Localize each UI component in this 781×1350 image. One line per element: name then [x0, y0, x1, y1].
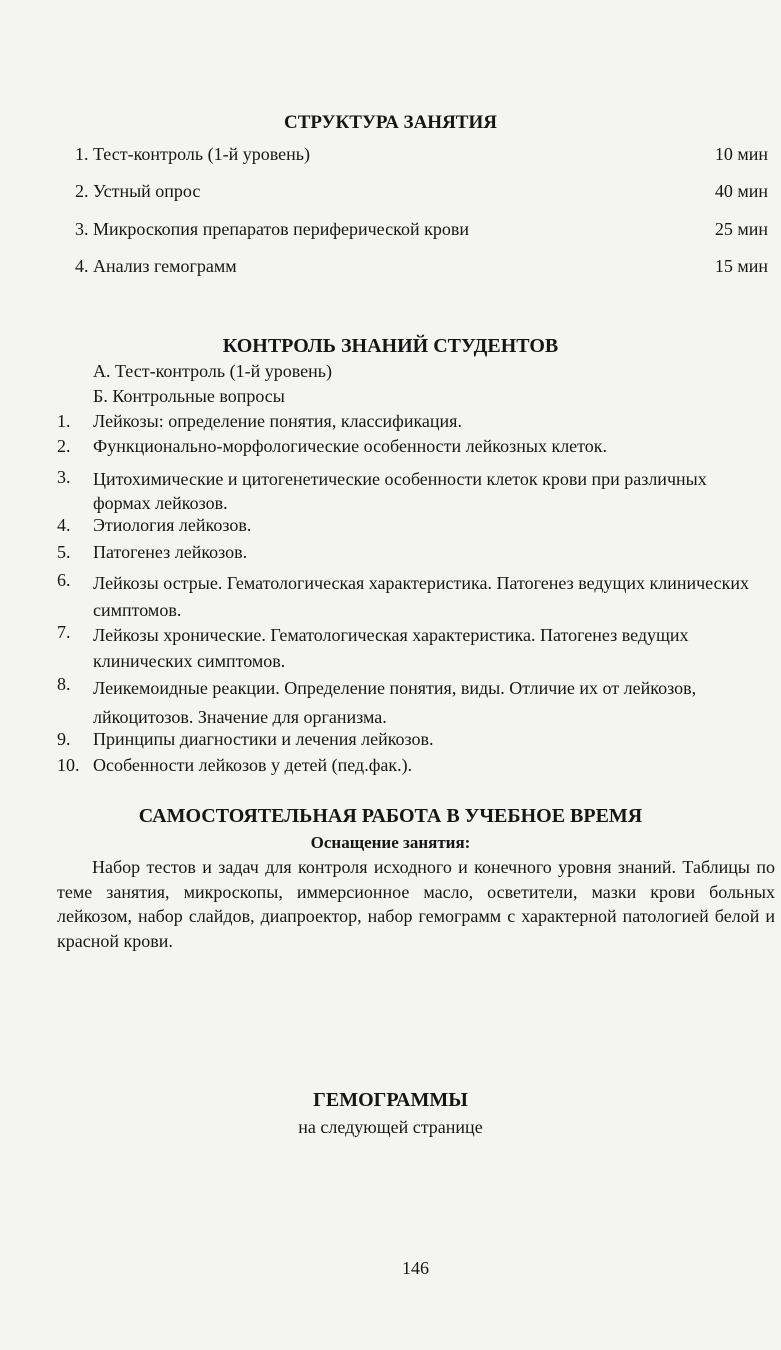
structure-row-text: 3. Микроскопия препаратов периферической крови — [75, 219, 469, 239]
selfwork-title: САМОСТОЯТЕЛЬНАЯ РАБОТА В УЧЕБНОЕ ВРЕМЯ — [138, 805, 643, 827]
question-number: 1. — [57, 411, 71, 431]
question-number: 6. — [57, 570, 71, 590]
question-text: Особенности лейкозов у детей (пед.фак.). — [93, 755, 413, 775]
question-text: Лейкозы острые. Гематологическая характеристика. Патогенез ведущих клинических симптомов. — [93, 573, 749, 620]
structure-row-time: 25 мин — [714, 219, 768, 239]
structure-row-text: 4. Анализ гемограмм — [75, 256, 237, 276]
question-number: 7. — [57, 622, 71, 642]
question-number: 9. — [57, 729, 71, 749]
hemograms-subtitle: на следующей странице — [298, 1117, 483, 1137]
question-text: Принципы диагностики и лечения лейкозов. — [93, 729, 434, 749]
question-text: Этиология лейкозов. — [93, 515, 252, 535]
question-text: Лейкозы: определение понятия, классификация. — [93, 411, 462, 431]
question-text: Леикемоидные реакции. Определение понятия, виды. Отличие их от лейкозов, лйкоцитозов. Значение для организма. — [93, 678, 697, 727]
structure-row-text: 1. Тест-контроль (1-й уровень) — [75, 144, 310, 164]
question-text: Цитохимические и цитогенетические особенности клеток крови при различных формах лейкозов. — [93, 469, 707, 513]
control-sub-b: Б. Контрольные вопросы — [93, 386, 285, 406]
question-number: 4. — [57, 515, 71, 535]
question-number: 10. — [57, 755, 80, 775]
structure-title: СТРУКТУРА ЗАНЯТИЯ — [284, 112, 497, 133]
structure-row-time: 15 мин — [714, 256, 768, 276]
question-text: Патогенез лейкозов. — [93, 542, 248, 562]
control-title: КОНТРОЛЬ ЗНАНИЙ СТУДЕНТОВ — [222, 335, 559, 357]
question-text: Функционально-морфологические особенности лейкозных клеток. — [93, 436, 608, 456]
question-number: 8. — [57, 674, 71, 694]
selfwork-subtitle: Оснащение занятия: — [310, 833, 471, 852]
selfwork-paragraph: Набор тестов и задач для контроля исходного и конечного уровня знаний. Таблицы по теме занятия, микроскопы, иммерсионное масло, осветители, мазки крови больных лейкозом, набор слайдов, диапроектор, набор гемограмм с характерной патологией белой и красной крови. — [57, 857, 775, 951]
question-number: 2. — [57, 436, 71, 456]
structure-row-text: 2. Устный опрос — [75, 181, 201, 201]
question-number: 5. — [57, 542, 71, 562]
structure-row-time: 10 мин — [714, 144, 768, 164]
question-number: 3. — [57, 467, 71, 487]
hemograms-title: ГЕМОГРАММЫ — [313, 1089, 468, 1111]
question-text: Лейкозы хронические. Гематологическая характеристика. Патогенез ведущих клинических симптомов. — [93, 625, 689, 671]
structure-row-time: 40 мин — [714, 181, 768, 201]
control-sub-a: А. Тест-контроль (1-й уровень) — [93, 361, 332, 381]
page-number: 146 — [402, 1258, 429, 1278]
